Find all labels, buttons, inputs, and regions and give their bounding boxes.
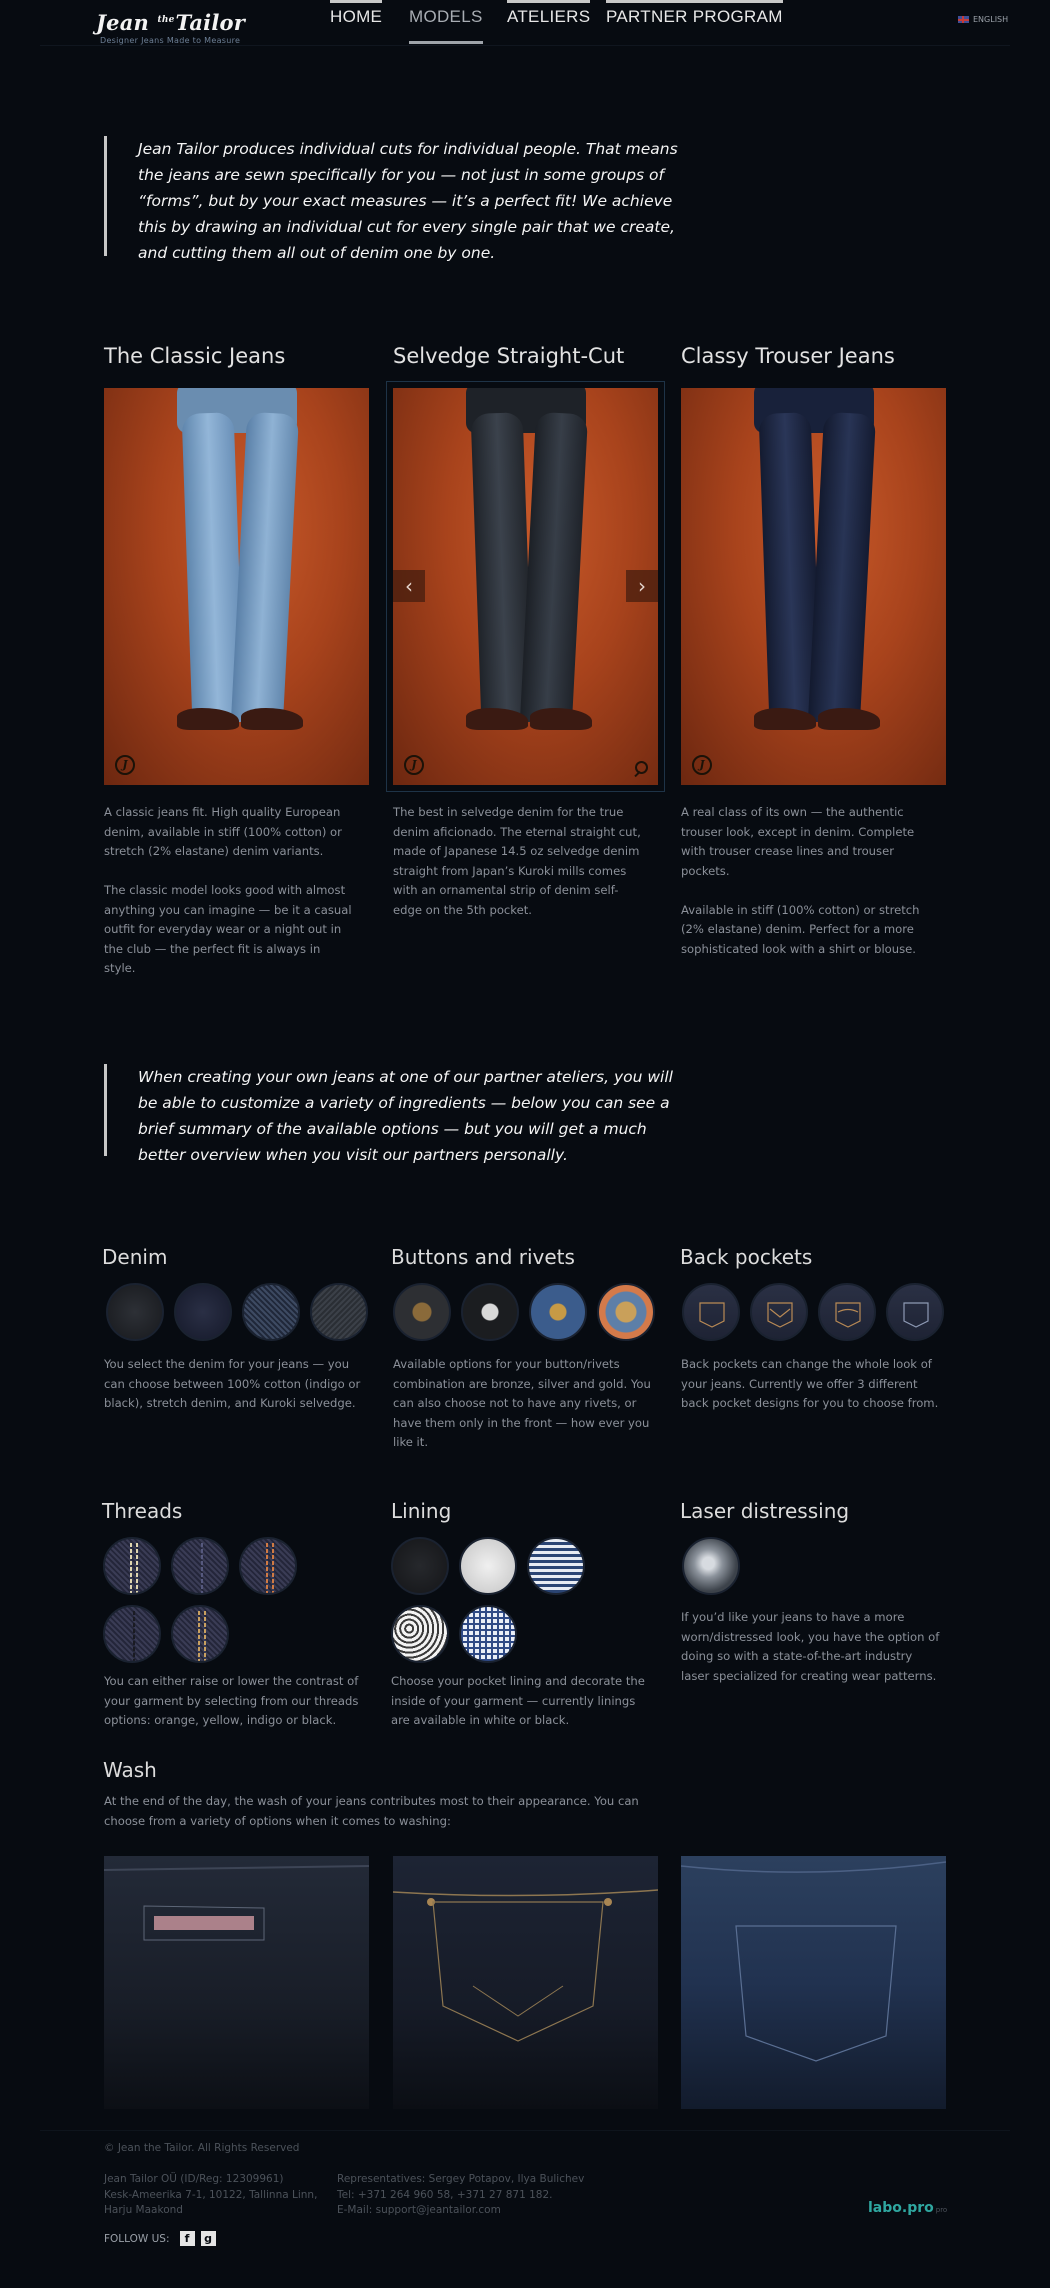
- pocket-swatch-3[interactable]: [818, 1283, 876, 1341]
- thread-swatch-gold[interactable]: [171, 1605, 229, 1663]
- laser-swatch[interactable]: [682, 1537, 740, 1595]
- model-photo-trouser[interactable]: [681, 388, 946, 785]
- intro-quote: Jean Tailor produces individual cuts for individual people. That means the jeans are sewn specifically for you — not just in some groups of “forms”, but by your exact measures — it’s a perfect fit! We achieve this by drawing an individual cut for every single pair that we create, and cutting them all out of denim one by one.: [104, 136, 694, 256]
- pocket-swatch-4[interactable]: [886, 1283, 944, 1341]
- pocket-shape-icon: [684, 1285, 740, 1341]
- button-swatch-silver[interactable]: [461, 1283, 519, 1341]
- option-desc-threads: You can either raise or lower the contrast of your garment by selecting from our threads options: orange, yellow, indigo or black.: [104, 1674, 359, 1727]
- jeans-figure: [754, 388, 874, 733]
- company-line: Harju Maakond: [104, 2204, 183, 2216]
- follow-label: FOLLOW US:: [104, 2232, 170, 2245]
- nav-item-partner-program[interactable]: PARTNER PROGRAM: [606, 7, 783, 26]
- model-desc-trouser: A real class of its own — the authentic trouser look, except in denim. Complete with trouser crease lines and trouser pockets. Available in stiff (100% cotton) or stretch (2% elastane) denim. Perfect for a more sophisticated look with a shirt or blouse.: [681, 805, 920, 956]
- pocket-shape-icon: [752, 1285, 808, 1341]
- contact-line: Tel: +371 264 960 58, +371 27 871 182.: [337, 2188, 553, 2201]
- footer-divider: [40, 2130, 1010, 2131]
- wash-photo-stone[interactable]: [681, 1856, 946, 2109]
- footer-contacts: [337, 2172, 584, 2219]
- option-title-threads: Threads: [102, 1499, 183, 1523]
- facebook-icon[interactable]: f: [180, 2231, 195, 2246]
- model-photo-selvedge[interactable]: [393, 388, 658, 785]
- wash-description: At the end of the day, the wash of your jeans contributes most to their appearance. You can choose from a variety of options when it comes to washing:: [104, 1794, 639, 1828]
- model-photo-classic[interactable]: [104, 388, 369, 785]
- thread-swatch-orange[interactable]: [239, 1537, 297, 1595]
- pocket-swatch-1[interactable]: [682, 1283, 740, 1341]
- button-swatch-bronze[interactable]: [393, 1283, 451, 1341]
- model-desc-selvedge: The best in selvedge denim for the true denim aficionado. The eternal straight cut, made of Japanese 14.5 oz selvedge denim straight from Japan’s Kuroki mills comes with an ornamental strip of denim self-edge on the 5th pocket.: [393, 805, 641, 917]
- lining-swatch-plaid[interactable]: [527, 1537, 585, 1595]
- option-title-laser: Laser distressing: [680, 1499, 850, 1523]
- language-switcher[interactable]: [958, 15, 1008, 24]
- lining-swatch-paisley[interactable]: [391, 1605, 449, 1663]
- site-logo[interactable]: [96, 10, 245, 35]
- option-desc-buttons: Available options for your button/rivets combination are bronze, silver and gold. You can also choose not to have any rivets, or have them only in the front — how ever you like it.: [393, 1357, 651, 1449]
- carousel-prev-button[interactable]: ‹: [393, 570, 425, 602]
- follow-us: [104, 2231, 216, 2246]
- lining-swatch-check[interactable]: [459, 1605, 517, 1663]
- model-title-trouser: Classy Trouser Jeans: [681, 344, 895, 368]
- nav-item-ateliers[interactable]: ATELIERS: [507, 7, 591, 26]
- option-desc-laser: If you’d like your jeans to have a more worn/distressed look, you have the option of doing so with a state-of-the-art industry laser specialized for creating wear patterns.: [681, 1610, 940, 1683]
- contact-line: Representatives: Sergey Potapov, Ilya Bulichev: [337, 2173, 585, 2185]
- option-title-denim: Denim: [102, 1245, 168, 1269]
- wash-title: Wash: [103, 1758, 157, 1782]
- jeans-figure: [177, 388, 297, 733]
- model-title-classic: The Classic Jeans: [104, 344, 286, 368]
- nav-item-home[interactable]: HOME: [330, 7, 383, 26]
- carousel-next-button[interactable]: ›: [626, 570, 658, 602]
- logo-tagline: Designer Jeans Made to Measure: [100, 36, 241, 45]
- denim-swatch-black[interactable]: [106, 1283, 164, 1341]
- option-title-lining: Lining: [391, 1499, 452, 1523]
- credit-suffix: pro: [935, 2206, 948, 2214]
- option-desc-lining: Choose your pocket lining and decorate the inside of your garment — currently linings are available in white or black.: [391, 1674, 645, 1727]
- denim-swatch-indigo[interactable]: [174, 1283, 232, 1341]
- option-title-buttons: Buttons and rivets: [391, 1245, 575, 1269]
- brand-badge-icon: J: [692, 755, 712, 775]
- wash-photo-rinse[interactable]: [393, 1856, 658, 2109]
- footer-copyright: © Jean the Tailor. All Rights Reserved: [104, 2142, 300, 2154]
- customize-quote: When creating your own jeans at one of our partner ateliers, you will be able to customize a variety of ingredients — below you can see a brief summary of the available options — but you will get a much better overview when you visit our partners personally.: [104, 1064, 694, 1156]
- wash-photo-dark[interactable]: [104, 1856, 369, 2109]
- nav-item-models[interactable]: MODELS: [409, 7, 483, 26]
- thread-swatch-yellow[interactable]: [103, 1537, 161, 1595]
- pocket-swatch-2[interactable]: [750, 1283, 808, 1341]
- model-desc-classic: A classic jeans fit. High quality European denim, available in stiff (100% cotton) or stretch (2% elastane) denim variants. The classic model looks good with almost anything you can imagine — be it a casual outfit for everyday wear or a night out in the club — the perfect fit is always in style.: [104, 805, 352, 975]
- denim-swatch-stretch[interactable]: [242, 1283, 300, 1341]
- company-line: Jean Tailor OÜ (ID/Reg: 12309961): [104, 2173, 284, 2185]
- option-title-back-pockets: Back pockets: [680, 1245, 813, 1269]
- lining-swatch-black[interactable]: [391, 1537, 449, 1595]
- contact-email[interactable]: E-Mail: support@jeantailor.com: [337, 2204, 501, 2216]
- company-line: Kesk-Ameerika 7-1, 10122, Tallinna Linn,: [104, 2188, 318, 2201]
- uk-flag-icon: [958, 16, 969, 23]
- model-title-selvedge: Selvedge Straight-Cut: [393, 344, 625, 368]
- lining-swatch-white[interactable]: [459, 1537, 517, 1595]
- credit-label: labo.pro: [868, 2200, 934, 2216]
- language-label: ENGLISH: [973, 15, 1009, 24]
- button-swatch-gold[interactable]: [529, 1283, 587, 1341]
- pocket-shape-icon: [888, 1285, 944, 1341]
- thread-swatch-black[interactable]: [103, 1605, 161, 1663]
- jeans-figure: [466, 388, 586, 733]
- pocket-shape-icon: [820, 1285, 876, 1341]
- denim-swatch-selvedge[interactable]: [310, 1283, 368, 1341]
- option-desc-back-pockets: Back pockets can change the whole look of your jeans. Currently we offer 3 different back pocket designs for you to choose from.: [681, 1357, 939, 1410]
- zoom-icon[interactable]: [632, 761, 648, 777]
- google-plus-icon[interactable]: g: [201, 2231, 216, 2246]
- logo-word-jean: Jean: [96, 10, 149, 35]
- developer-credit[interactable]: [868, 2200, 947, 2216]
- brand-badge-icon: J: [115, 755, 135, 775]
- footer-company: [104, 2172, 317, 2219]
- button-swatch-rivets[interactable]: [597, 1283, 655, 1341]
- thread-swatch-indigo[interactable]: [171, 1537, 229, 1595]
- logo-word-tailor: Tailor: [175, 10, 245, 35]
- option-desc-denim: You select the denim for your jeans — you can choose between 100% cotton (indigo or black), stretch denim, and Kuroki selvedge.: [104, 1357, 361, 1410]
- logo-word-the: the: [157, 15, 175, 25]
- brand-badge-icon: J: [404, 755, 424, 775]
